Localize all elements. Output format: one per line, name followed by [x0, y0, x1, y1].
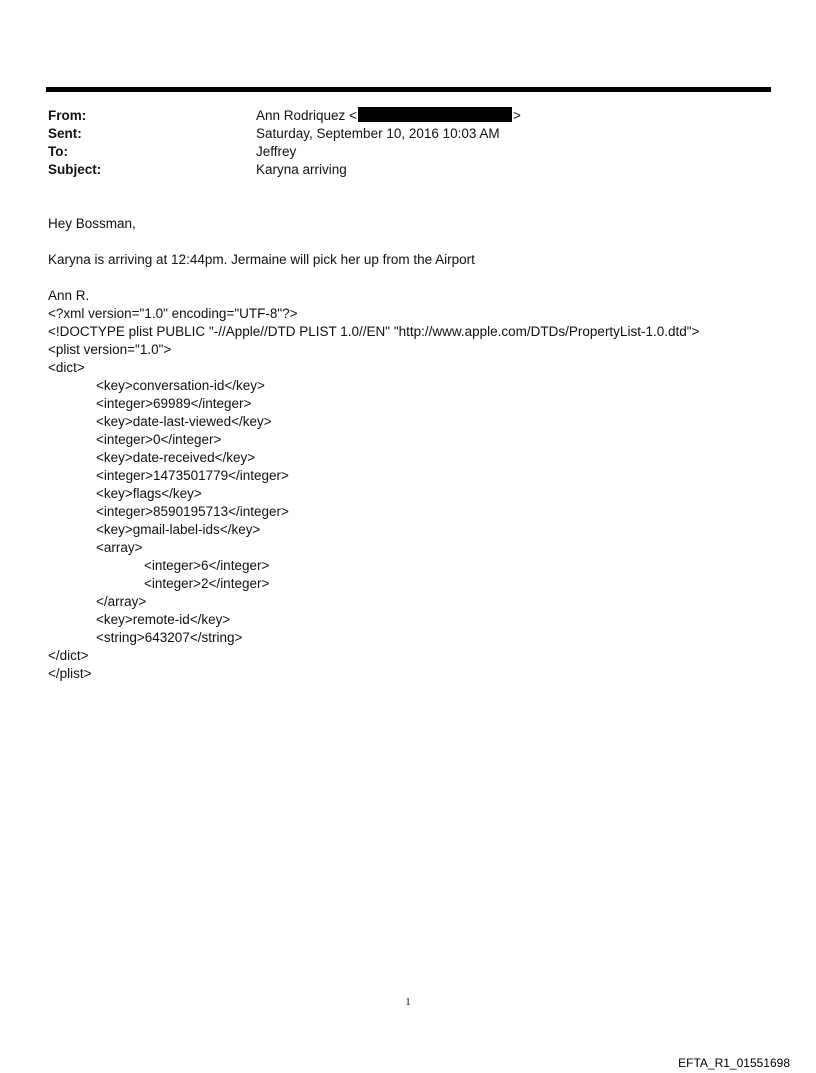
- xml-line: <key>remote-id</key>: [96, 612, 231, 627]
- xml-line: <key>conversation-id</key>: [96, 378, 265, 393]
- to-value: Jeffrey: [256, 144, 297, 159]
- subject-value: Karyna arriving: [256, 162, 347, 177]
- xml-line: <string>643207</string>: [96, 630, 243, 645]
- xml-line: <integer>8590195713</integer>: [96, 504, 289, 519]
- from-label: From:: [48, 108, 87, 123]
- xml-line: </array>: [96, 594, 147, 609]
- xml-line: <integer>1473501779</integer>: [96, 468, 289, 483]
- xml-line: <key>flags</key>: [96, 486, 202, 501]
- to-label: To:: [48, 144, 68, 159]
- email-body: [48, 215, 788, 683]
- sent-label: Sent:: [48, 126, 82, 141]
- plist-xml-block: [48, 305, 788, 683]
- xml-line: </plist>: [48, 666, 92, 681]
- message-text: Karyna is arriving at 12:44pm. Jermaine will pick her up from the Airport: [48, 252, 475, 267]
- greeting: Hey Bossman,: [48, 216, 136, 231]
- xml-line: <key>date-received</key>: [96, 450, 256, 465]
- xml-line: <key>date-last-viewed</key>: [96, 414, 272, 429]
- page-number: 1: [405, 996, 411, 1008]
- xml-line: <integer>6</integer>: [144, 558, 270, 573]
- xml-line: <key>gmail-label-ids</key>: [96, 522, 261, 537]
- xml-line: <integer>0</integer>: [96, 432, 222, 447]
- header-divider-rule: [46, 87, 771, 92]
- from-value: [256, 107, 521, 125]
- sent-value: Saturday, September 10, 2016 10:03 AM: [256, 126, 500, 141]
- xml-line: <?xml version="1.0" encoding="UTF-8"?>: [48, 306, 298, 321]
- from-close-bracket: >: [512, 108, 521, 123]
- xml-line: <integer>2</integer>: [144, 576, 270, 591]
- bates-number: EFTA_R1_01551698: [678, 1056, 790, 1070]
- xml-line: <plist version="1.0">: [48, 342, 172, 357]
- redaction-box: [358, 107, 512, 122]
- xml-line: <dict>: [48, 360, 85, 375]
- subject-label: Subject:: [48, 162, 102, 177]
- signature: Ann R.: [48, 288, 90, 303]
- from-name: Ann Rodriquez <: [256, 108, 357, 123]
- xml-line: <array>: [96, 540, 143, 555]
- xml-line: <!DOCTYPE plist PUBLIC "-//Apple//DTD PLIST 1.0//EN" "http://www.apple.com/DTDs/PropertyList-1.0.dtd">: [48, 324, 700, 339]
- xml-line: <integer>69989</integer>: [96, 396, 252, 411]
- xml-line: </dict>: [48, 648, 89, 663]
